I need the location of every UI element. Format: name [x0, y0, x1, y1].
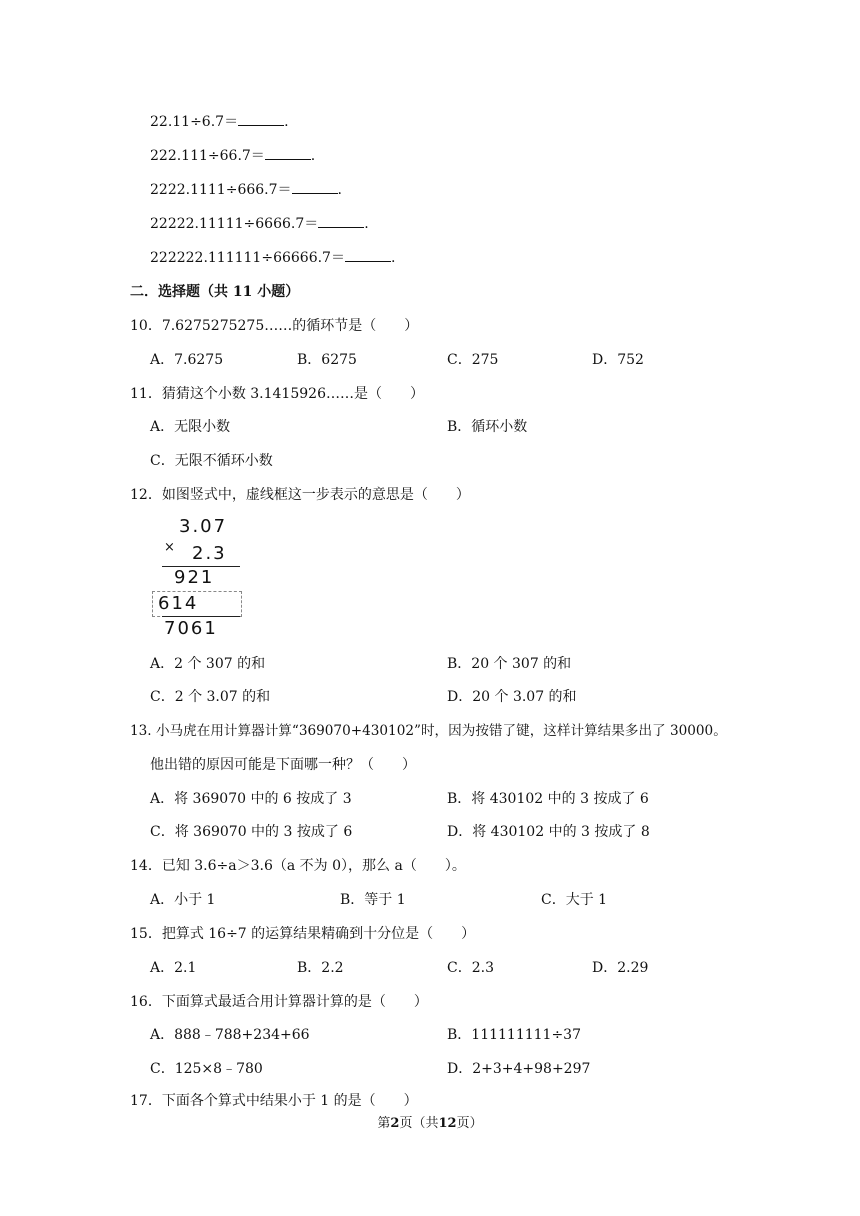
- q10-option-b[interactable]: B．6275: [297, 352, 357, 368]
- fill-line-5: 222222.111111÷66666.7＝ .: [150, 250, 396, 266]
- section-title: 二．选择题（共 11 小题）: [130, 284, 300, 300]
- q13-option-b[interactable]: B．将 430102 中的 3 按成了 6: [447, 791, 649, 807]
- total-pages: 12: [438, 1116, 457, 1131]
- question-13-stem-continued: 他出错的原因可能是下面哪一种？（ ）: [150, 757, 416, 773]
- rule-line: [162, 616, 240, 617]
- final-product: 7061: [164, 618, 218, 639]
- q13-option-a[interactable]: A．将 369070 中的 6 按成了 3: [150, 791, 352, 807]
- q16-option-a[interactable]: A．888﹣788+234+66: [150, 1027, 310, 1043]
- answer-blank[interactable]: [265, 147, 311, 160]
- q15-option-d[interactable]: D．2.29: [592, 960, 649, 976]
- q14-option-c[interactable]: C．大于 1: [541, 892, 608, 908]
- question-10-stem: 10．7.6275275275……的循环节是（ ）: [130, 318, 419, 334]
- q16-option-d[interactable]: D．2+3+4+98+297: [447, 1061, 591, 1077]
- q16-option-c[interactable]: C．125×8﹣780: [150, 1061, 263, 1077]
- multiplicand: 3.07: [179, 516, 228, 537]
- vertical-multiplication-figure: [152, 514, 252, 640]
- question-12-stem: 12．如图竖式中，虚线框这一步表示的意思是（ ）: [130, 487, 470, 503]
- question-15-stem: 15．把算式 16÷7 的运算结果精确到十分位是（ ）: [130, 926, 476, 942]
- answer-blank[interactable]: [345, 249, 391, 262]
- page-footer: 第2页（共12页）: [377, 1116, 483, 1131]
- fill-line-4: 22222.11111÷6666.7＝ .: [150, 216, 369, 232]
- question-17-stem: 17．下面各个算式中结果小于 1 的是（ ）: [130, 1093, 418, 1109]
- question-16-stem: 16．下面算式最适合用计算器计算的是（ ）: [130, 994, 428, 1010]
- q15-option-a[interactable]: A．2.1: [150, 960, 197, 976]
- answer-blank[interactable]: [292, 181, 338, 194]
- q13-option-c[interactable]: C．将 369070 中的 3 按成了 6: [150, 824, 353, 840]
- q16-option-b[interactable]: B．111111111÷37: [447, 1027, 581, 1043]
- fill-line-3: 2222.1111÷666.7＝ .: [150, 182, 342, 198]
- q12-option-a[interactable]: A．2 个 307 的和: [150, 656, 266, 672]
- fill-line-2: 222.111÷66.7＝ .: [150, 148, 316, 164]
- fill-line-1: 22.11÷6.7＝ .: [150, 114, 289, 130]
- q10-option-a[interactable]: A．7.6275: [150, 352, 224, 368]
- q10-option-c[interactable]: C．275: [447, 352, 499, 368]
- q11-option-b[interactable]: B．循环小数: [447, 419, 528, 435]
- q11-option-a[interactable]: A．无限小数: [150, 419, 231, 435]
- q10-option-d[interactable]: D．752: [592, 352, 644, 368]
- partial-product-1: 921: [174, 567, 215, 588]
- multiplier: 2.3: [192, 543, 227, 564]
- q15-option-c[interactable]: C．2.3: [447, 960, 494, 976]
- q15-option-b[interactable]: B．2.2: [297, 960, 344, 976]
- answer-blank[interactable]: [238, 113, 284, 126]
- q13-option-d[interactable]: D．将 430102 中的 3 按成了 8: [447, 824, 650, 840]
- q12-option-d[interactable]: D．20 个 3.07 的和: [447, 689, 577, 705]
- q11-option-c[interactable]: C．无限不循环小数: [150, 453, 273, 469]
- answer-blank[interactable]: [318, 215, 364, 228]
- partial-product-2: 614: [158, 593, 199, 614]
- q12-option-b[interactable]: B．20 个 307 的和: [447, 656, 572, 672]
- q14-option-a[interactable]: A．小于 1: [150, 892, 216, 908]
- q14-option-b[interactable]: B．等于 1: [340, 892, 406, 908]
- multiply-sign: ×: [164, 540, 177, 555]
- question-14-stem: 14．已知 3.6÷a＞3.6（a 不为 0），那么 a（ ）。: [130, 858, 466, 874]
- current-page: 2: [390, 1116, 400, 1131]
- question-11-stem: 11．猜猜这个小数 3.1415926……是（ ）: [130, 386, 424, 402]
- question-13-stem: 13. 小马虎在用计算器计算“369070+430102”时，因为按错了键，这样计算结果多出了 30000。: [130, 723, 727, 739]
- q12-option-c[interactable]: C．2 个 3.07 的和: [150, 689, 271, 705]
